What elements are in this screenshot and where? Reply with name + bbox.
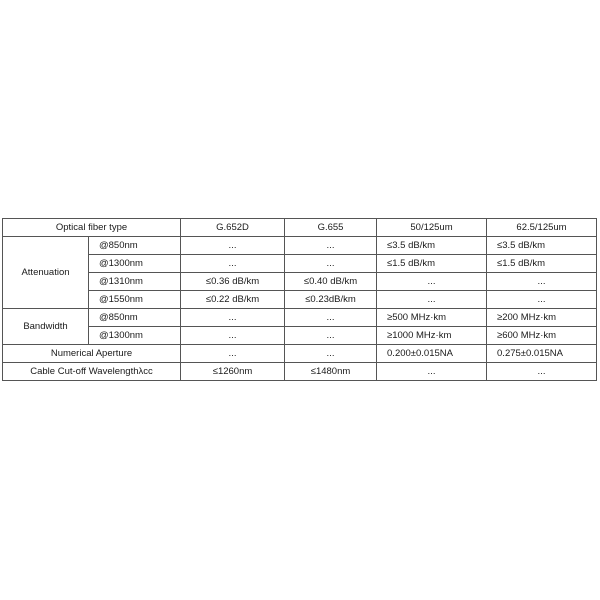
header-62-5-125um: 62.5/125um bbox=[487, 219, 597, 237]
table-row bbox=[3, 345, 597, 363]
wavelength-cell: @1300nm bbox=[89, 255, 181, 273]
table-row bbox=[3, 363, 597, 381]
mm50-cell: ≤1.5 dB/km bbox=[377, 255, 487, 273]
table-row bbox=[3, 291, 597, 309]
wavelength-cell: @850nm bbox=[89, 237, 181, 255]
g652d-cell: ... bbox=[181, 237, 285, 255]
mm50-cell: ... bbox=[377, 291, 487, 309]
g655-cell: ≤0.40 dB/km bbox=[285, 273, 377, 291]
g652d-cell: ... bbox=[181, 345, 285, 363]
mm625-cell: ≥600 MHz·km bbox=[487, 327, 597, 345]
mm50-cell: ≥1000 MHz·km bbox=[377, 327, 487, 345]
table-header-row bbox=[3, 219, 597, 237]
wavelength-cell: @1310nm bbox=[89, 273, 181, 291]
table-row bbox=[3, 237, 597, 255]
mm50-cell: 0.200±0.015NA bbox=[377, 345, 487, 363]
cutoff-wavelength-label: Cable Cut-off Wavelengthλcc bbox=[3, 363, 181, 381]
g652d-cell: ... bbox=[181, 327, 285, 345]
g652d-cell: ≤0.36 dB/km bbox=[181, 273, 285, 291]
g652d-cell: ... bbox=[181, 309, 285, 327]
mm625-cell: ≤1.5 dB/km bbox=[487, 255, 597, 273]
mm625-cell: ≤3.5 dB/km bbox=[487, 237, 597, 255]
bandwidth-label: Bandwidth bbox=[3, 309, 89, 345]
table-row bbox=[3, 273, 597, 291]
mm50-cell: ≤3.5 dB/km bbox=[377, 237, 487, 255]
header-50-125um: 50/125um bbox=[377, 219, 487, 237]
mm625-cell: 0.275±0.015NA bbox=[487, 345, 597, 363]
mm625-cell: ≥200 MHz·km bbox=[487, 309, 597, 327]
fiber-spec-table bbox=[2, 218, 597, 381]
header-g652d: G.652D bbox=[181, 219, 285, 237]
g655-cell: ... bbox=[285, 345, 377, 363]
mm50-cell: ... bbox=[377, 363, 487, 381]
mm625-cell: ... bbox=[487, 291, 597, 309]
g655-cell: ... bbox=[285, 237, 377, 255]
g652d-cell: ≤0.22 dB/km bbox=[181, 291, 285, 309]
mm50-cell: ... bbox=[377, 273, 487, 291]
g652d-cell: ≤1260nm bbox=[181, 363, 285, 381]
g652d-cell: ... bbox=[181, 255, 285, 273]
wavelength-cell: @850nm bbox=[89, 309, 181, 327]
g655-cell: ... bbox=[285, 309, 377, 327]
g655-cell: ≤1480nm bbox=[285, 363, 377, 381]
mm625-cell: ... bbox=[487, 273, 597, 291]
g655-cell: ≤0.23dB/km bbox=[285, 291, 377, 309]
g655-cell: ... bbox=[285, 255, 377, 273]
wavelength-cell: @1550nm bbox=[89, 291, 181, 309]
wavelength-cell: @1300nm bbox=[89, 327, 181, 345]
table-row bbox=[3, 309, 597, 327]
numerical-aperture-label: Numerical Aperture bbox=[3, 345, 181, 363]
attenuation-label: Attenuation bbox=[3, 237, 89, 309]
table-row bbox=[3, 327, 597, 345]
mm50-cell: ≥500 MHz·km bbox=[377, 309, 487, 327]
table-row bbox=[3, 255, 597, 273]
g655-cell: ... bbox=[285, 327, 377, 345]
mm625-cell: ... bbox=[487, 363, 597, 381]
header-fiber-type: Optical fiber type bbox=[3, 219, 181, 237]
header-g655: G.655 bbox=[285, 219, 377, 237]
